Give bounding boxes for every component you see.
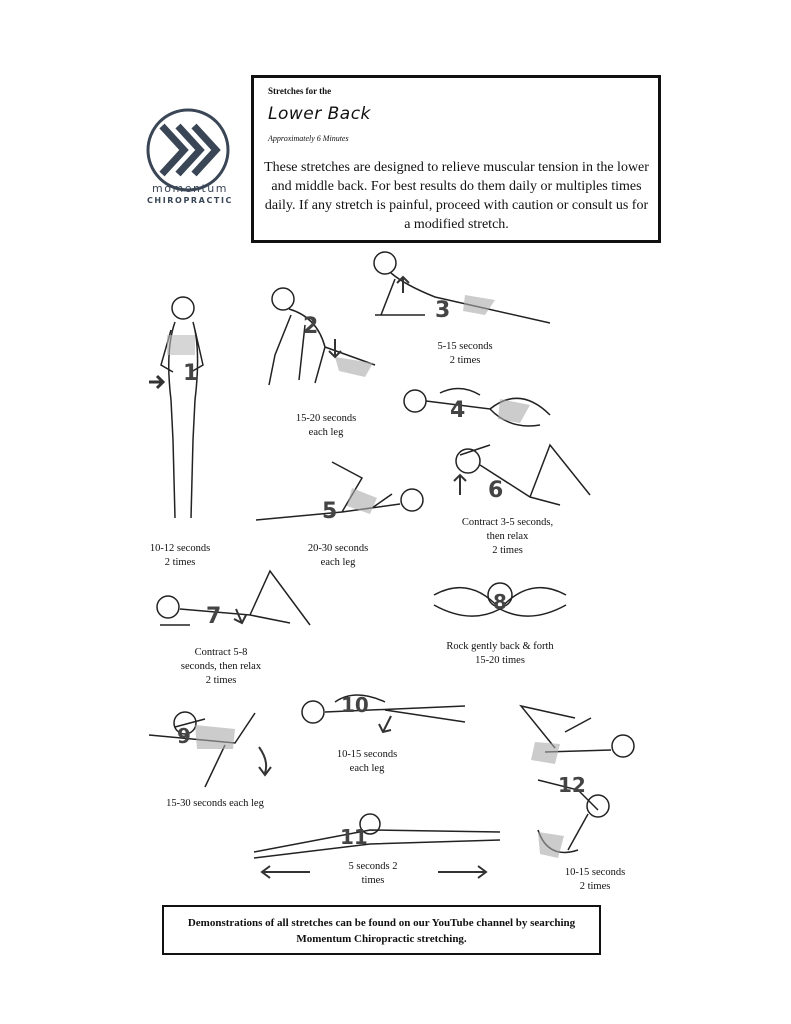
brand-subtitle: CHIROPRACTIC	[146, 196, 234, 205]
stretch-5-caption: 20-30 seconds each leg	[307, 543, 369, 568]
stretch-6-figure	[440, 435, 595, 515]
header-label: Stretches for the	[268, 86, 332, 96]
stretch-12b-figure	[528, 770, 623, 865]
duration-text: Approximately 6 Minutes	[268, 134, 349, 143]
stretch-3-number: 3	[435, 298, 451, 323]
stretch-4-number: 4	[450, 398, 466, 423]
stretch-12-number: 12	[558, 773, 586, 797]
stretch-3-figure	[365, 245, 560, 330]
footer-box	[162, 905, 601, 955]
stretch-6-caption: Contract 3-5 seconds, then relax 2 times	[461, 517, 554, 556]
page-title: Lower Back	[268, 104, 371, 124]
stretch-10-caption: 10-15 seconds each leg	[336, 749, 398, 774]
footer-text: Demonstrations of all stretches can be found on our YouTube channel by searching Momentum Chiropractic stretching.	[187, 917, 576, 945]
stretch-8-number: 8	[493, 590, 507, 614]
stretch-12-caption: 10-15 seconds 2 times	[564, 867, 626, 892]
stretch-4-figure	[400, 375, 560, 435]
stretch-1-figure	[145, 290, 215, 530]
stretch-5-number: 5	[322, 499, 338, 524]
stretch-7-figure	[150, 565, 320, 635]
stretch-2-caption: 15-20 seconds each leg	[295, 413, 357, 438]
stretch-10-number: 10	[341, 693, 369, 717]
stretch-9-figure	[145, 705, 275, 795]
stretch-2-number: 2	[303, 314, 319, 339]
stretch-12a-figure	[515, 692, 640, 772]
header-box	[251, 75, 661, 243]
stretch-1-number: 1	[183, 361, 199, 386]
stretch-11-caption: 5 seconds 2 times	[348, 861, 398, 886]
stretch-8-figure	[430, 575, 570, 635]
arrow-right-icon	[438, 866, 486, 878]
stretch-9-number: 9	[177, 724, 191, 748]
stretch-1-caption: 10-12 seconds 2 times	[149, 543, 211, 568]
stretch-11-number: 11	[340, 825, 368, 849]
stretch-5-figure	[252, 458, 427, 538]
brand-name: momentum	[152, 182, 228, 195]
stretch-7-caption: Contract 5-8 seconds, then relax 2 times	[180, 647, 262, 686]
stretch-10-figure	[295, 682, 470, 742]
stretch-7-number: 7	[206, 604, 222, 629]
stretch-8-caption: Rock gently back & forth 15-20 times	[446, 641, 554, 666]
arrow-left-icon	[262, 866, 310, 878]
description-text: These stretches are designed to relieve muscular tension in the lower and middle back. For best results do them daily or multiples times daily. If any stretch is painful, proceed with caution or consult us for a modified stretch.	[264, 160, 649, 232]
stretch-9-caption: 15-30 seconds each leg	[166, 798, 264, 809]
stretch-3-caption: 5-15 seconds 2 times	[437, 341, 493, 366]
stretch-6-number: 6	[488, 478, 504, 503]
